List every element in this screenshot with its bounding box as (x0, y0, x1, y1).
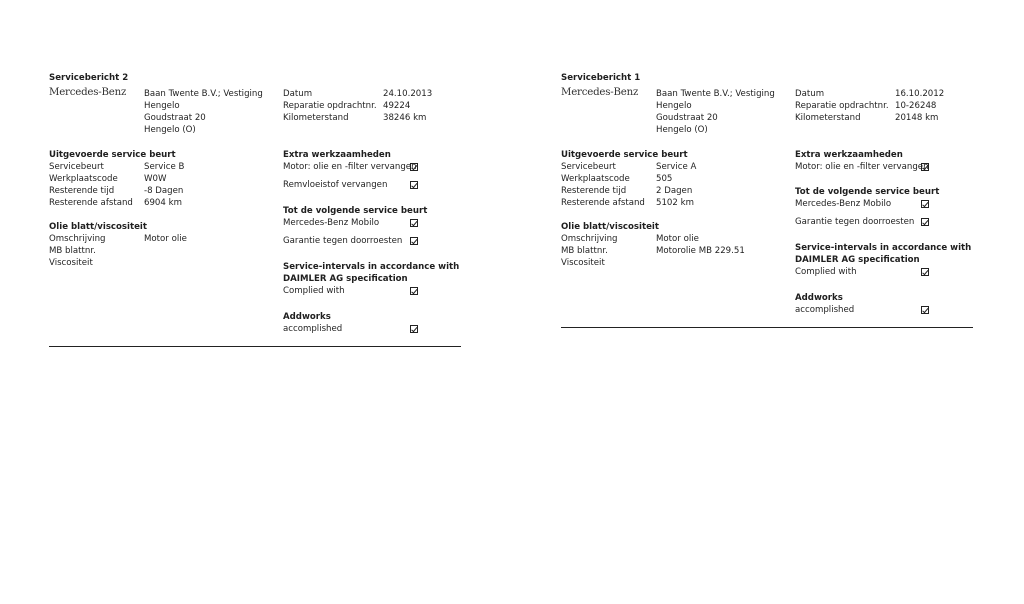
service-heading: Uitgevoerde service beurt (49, 150, 176, 160)
service-value: Service A (656, 162, 697, 172)
extra-item: Motor: olie en -filter vervangen (795, 162, 929, 172)
addworks-item: accomplished (283, 324, 343, 334)
checkbox-checked-icon (410, 163, 418, 171)
service-label: Resterende tijd (49, 186, 115, 196)
service-value: 505 (656, 174, 673, 184)
next-service-item: Garantie tegen doorroesten (795, 217, 915, 227)
intervals-item: Complied with (283, 286, 345, 296)
service-label: Werkplaatscode (561, 174, 630, 184)
intervals-heading: DAIMLER AG specification (283, 274, 408, 284)
service-value: 2 Dagen (656, 186, 693, 196)
report-title: Servicebericht 1 (561, 73, 641, 83)
addworks-heading: Addworks (283, 312, 331, 322)
oil-value: Motor olie (656, 234, 699, 244)
intervals-item: Complied with (795, 267, 857, 277)
service-value: 6904 km (144, 198, 182, 208)
checkbox-checked-icon (921, 306, 929, 314)
meta-value-mileage: 38246 km (383, 113, 427, 123)
extra-heading: Extra werkzaamheden (795, 150, 903, 160)
service-label: Resterende afstand (49, 198, 133, 208)
meta-value-order: 10-26248 (895, 101, 937, 111)
dealer-line-1: Baan Twente B.V.; Vestiging (656, 89, 775, 99)
checkbox-checked-icon (921, 200, 929, 208)
checkbox-checked-icon (410, 287, 418, 295)
mercedes-benz-logo: Mercedes-Benz (49, 87, 127, 98)
dealer-line-1: Baan Twente B.V.; Vestiging (144, 89, 263, 99)
oil-label: Omschrijving (49, 234, 106, 244)
meta-label-mileage: Kilometerstand (795, 113, 861, 123)
oil-heading: Olie blatt/viscositeit (49, 222, 147, 232)
extra-heading: Extra werkzaamheden (283, 150, 391, 160)
oil-label: MB blattnr. (561, 246, 608, 256)
extra-item: Remvloeistof vervangen (283, 180, 388, 190)
service-label: Werkplaatscode (49, 174, 118, 184)
intervals-heading: Service-intervals in accordance with (283, 262, 460, 272)
meta-label-order: Reparatie opdrachtnr. (795, 101, 889, 111)
next-service-item: Garantie tegen doorroesten (283, 236, 403, 246)
service-value: -8 Dagen (144, 186, 184, 196)
oil-value: Motorolie MB 229.51 (656, 246, 745, 256)
dealer-line-3: Goudstraat 20 (144, 113, 206, 123)
oil-value: Motor olie (144, 234, 187, 244)
checkbox-checked-icon (410, 237, 418, 245)
dealer-line-4: Hengelo (O) (144, 125, 196, 135)
service-label: Servicebeurt (49, 162, 104, 172)
meta-label-order: Reparatie opdrachtnr. (283, 101, 377, 111)
dealer-line-4: Hengelo (O) (656, 125, 708, 135)
service-value: Service B (144, 162, 185, 172)
intervals-heading: DAIMLER AG specification (795, 255, 920, 265)
intervals-heading: Service-intervals in accordance with (795, 243, 972, 253)
checkbox-checked-icon (921, 163, 929, 171)
addworks-heading: Addworks (795, 293, 843, 303)
dealer-line-3: Goudstraat 20 (656, 113, 718, 123)
extra-item: Motor: olie en -filter vervangen (283, 162, 417, 172)
report-title: Servicebericht 2 (49, 73, 129, 83)
meta-value-date: 24.10.2013 (383, 89, 433, 99)
service-label: Resterende afstand (561, 198, 645, 208)
meta-label-date: Datum (795, 89, 825, 99)
oil-label: Omschrijving (561, 234, 618, 244)
service-value: 5102 km (656, 198, 694, 208)
service-label: Servicebeurt (561, 162, 616, 172)
next-service-heading: Tot de volgende service beurt (795, 187, 940, 197)
meta-value-mileage: 20148 km (895, 113, 939, 123)
service-heading: Uitgevoerde service beurt (561, 150, 688, 160)
checkbox-checked-icon (410, 325, 418, 333)
meta-label-mileage: Kilometerstand (283, 113, 349, 123)
meta-value-date: 16.10.2012 (895, 89, 945, 99)
mercedes-benz-logo: Mercedes-Benz (561, 87, 639, 98)
next-service-item: Mercedes-Benz Mobilo (795, 199, 892, 209)
meta-label-date: Datum (283, 89, 313, 99)
checkbox-checked-icon (410, 181, 418, 189)
oil-label: Viscositeit (561, 258, 605, 268)
next-service-item: Mercedes-Benz Mobilo (283, 218, 380, 228)
meta-value-order: 49224 (383, 101, 411, 111)
service-label: Resterende tijd (561, 186, 627, 196)
oil-label: Viscositeit (49, 258, 93, 268)
checkbox-checked-icon (410, 219, 418, 227)
addworks-item: accomplished (795, 305, 855, 315)
service-value: W0W (144, 174, 167, 184)
dealer-line-2: Hengelo (656, 101, 692, 111)
divider (561, 327, 973, 328)
divider (49, 346, 461, 347)
oil-heading: Olie blatt/viscositeit (561, 222, 659, 232)
dealer-line-2: Hengelo (144, 101, 180, 111)
oil-label: MB blattnr. (49, 246, 96, 256)
checkbox-checked-icon (921, 268, 929, 276)
next-service-heading: Tot de volgende service beurt (283, 206, 428, 216)
checkbox-checked-icon (921, 218, 929, 226)
